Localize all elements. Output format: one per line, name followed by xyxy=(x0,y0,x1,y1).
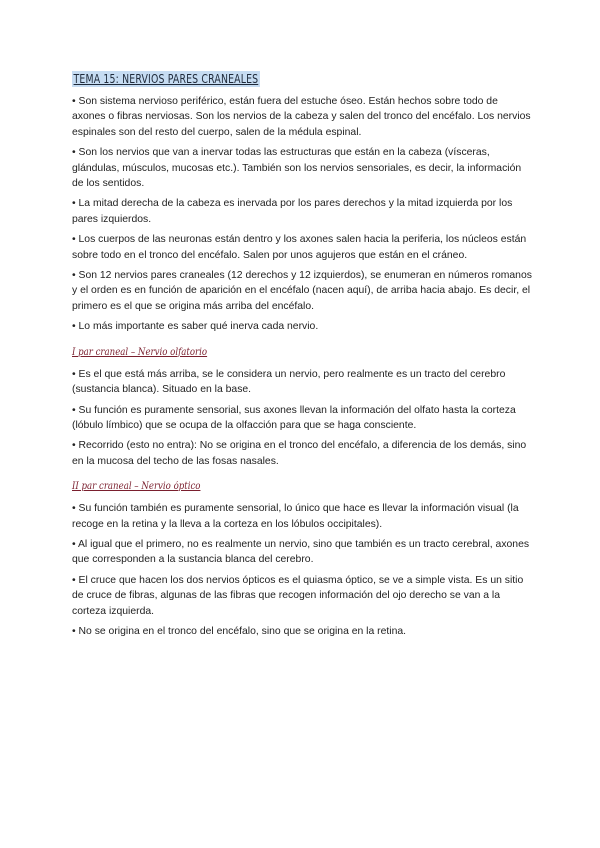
intro-paragraph-3: • La mitad derecha de la cabeza es inervada por los pares derechos y la mitad izquierda por los pares izquierdos. xyxy=(72,198,513,225)
olfactory-paragraph-2: • Su función es puramente sensorial, sus axones llevan la información del olfato hasta la corteza (lóbulo límbico) que se ocupa de la olfacción para que se haga consciente. xyxy=(72,404,516,431)
intro-paragraph-4: • Los cuerpos de las neuronas están dentro y los axones salen hacia la periferia, los núcleos están sobre todo en el tronco del encéfalo. Salen por unos agujeros que están en el cráneo. xyxy=(72,234,527,261)
optic-paragraph-4: • No se origina en el tronco del encéfalo, sino que se origina en la retina. xyxy=(72,625,407,637)
optic-paragraph-1: • Su función también es puramente sensorial, lo único que hace es llevar la información visual (la recoge en la retina y la lleva a la corteza en los lóbulos occipitales). xyxy=(72,503,519,530)
intro-paragraph-6: • Lo más importante es saber qué inerva cada nervio. xyxy=(72,321,319,333)
intro-paragraph-1: • Son sistema nervioso periférico, están fuera del estuche óseo. Están hechos sobre todo de axones o fibras nerviosas. Son los nervios de la cabeza y salen del tronco del encéfalo. Los nervios espinales son del resto del cuerpo, salen de la médula espinal. xyxy=(72,96,531,138)
document-page xyxy=(72,70,532,644)
page-title: TEMA 15: NERVIOS PARES CRANEALES xyxy=(73,72,259,86)
section-optic xyxy=(72,474,532,639)
optic-paragraph-3: • El cruce que hacen los dos nervios ópticos es el quiasma óptico, se ve a simple vista. Es un sitio de cruce de fibras, algunas de las fibras que recogen información del ojo derecho se van a la corteza izquierda. xyxy=(72,574,524,617)
olfactory-paragraph-3: • Recorrido (esto no entra): No se origina en el tronco del encéfalo, a diferencia de los demás, sino en la mucosa del techo de las fosas nasales. xyxy=(72,440,527,467)
section-olfactory xyxy=(72,340,532,469)
section-heading-olfactory: I par craneal – Nervio olfatorio xyxy=(72,346,208,358)
intro-paragraph-2: • Son los nervios que van a inervar todas las estructuras que están en la cabeza (vísceras, glándulas, músculos, mucosas etc.). También son los nervios sensoriales, es decir, la información de los sentidos. xyxy=(72,147,522,190)
title-wrap xyxy=(72,70,532,88)
optic-paragraph-2: • Al igual que el primero, no es realmente un nervio, sino que también es un tracto cerebral, axones que corresponden a la sustancia blanca del cerebro. xyxy=(72,538,530,566)
section-heading-optic: II par craneal – Nervio óptico xyxy=(72,481,201,493)
intro-block xyxy=(72,94,532,335)
intro-paragraph-5: • Son 12 nervios pares craneales (12 derechos y 12 izquierdos), se enumeran en números romanos y el orden es en función de aparición en el encéfalo (nacen aquí), de arriba hacia abajo. Es decir, el primero es el que se origina más arriba del encéfalo. xyxy=(72,270,532,312)
olfactory-paragraph-1: • Es el que está más arriba, se le considera un nervio, pero realmente es un tracto del cerebro (sustancia blanca). Situado en la base. xyxy=(72,368,506,396)
